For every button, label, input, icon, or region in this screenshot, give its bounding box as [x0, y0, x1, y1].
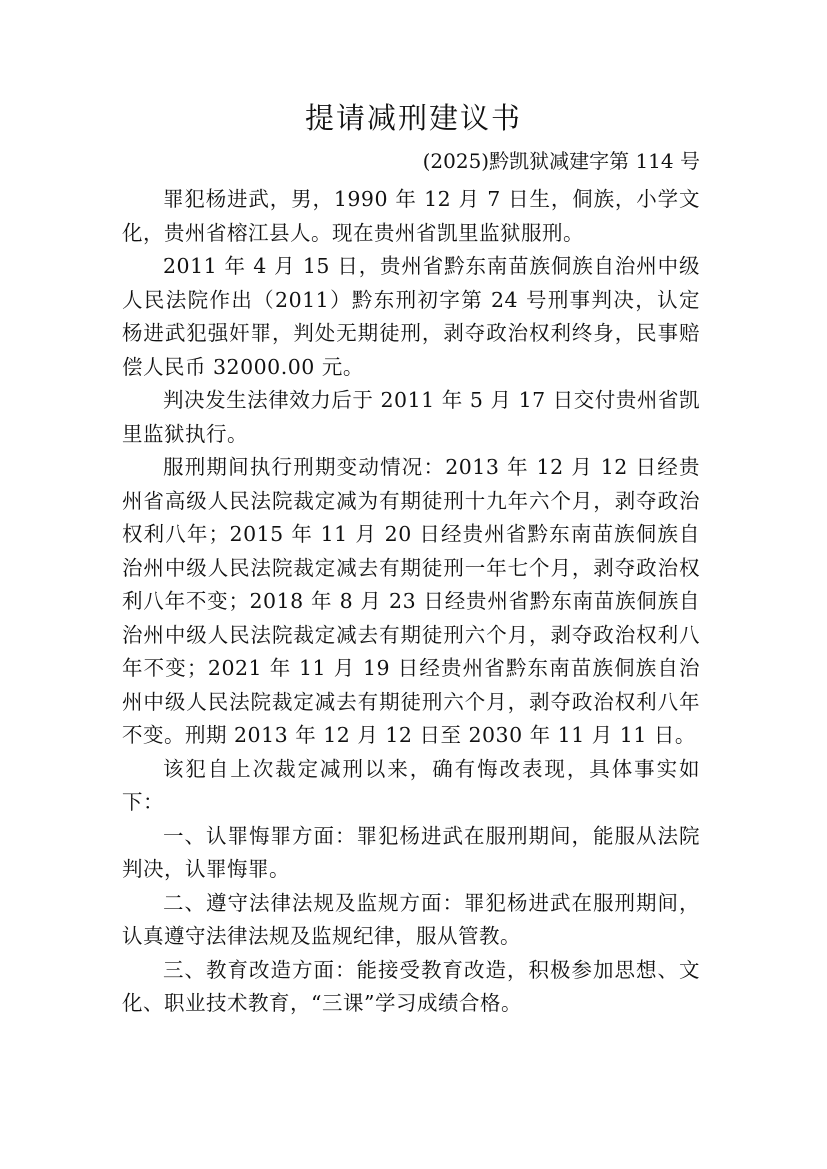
paragraph-execution: 判决发生法律效力后于 2011 年 5 月 17 日交付贵州省凯里监狱执行。	[122, 388, 700, 446]
paragraph-original-judgment: 2011 年 4 月 15 日，贵州省黔东南苗族侗族自治州中级人民法院作出（2011）黔东刑初字第 24 号刑事判决，认定杨进武犯强奸罪，判处无期徒刑，剥夺政治权利终身，民事赔偿人民币 32000.00 元。	[122, 254, 700, 379]
paragraph-sentence-changes: 服刑期间执行刑期变动情况：2013 年 12 月 12 日经贵州省高级人民法院裁定减为有期徒刑十九年六个月，剥夺政治权利八年；2015 年 11 月 20 日经贵州省黔东南苗族侗族自治州中级人民法院裁定减去有期徒刑一年七个月，剥夺政治权利八年不变；2018 年 8 月 23 日经贵州省黔东南苗族侗族自治州中级人民法院裁定减去有期徒刑六个月，剥夺政治权利八年不变；2021 年 11 月 19 日经贵州省黔东南苗族侗族自治州中级人民法院裁定减去有期徒刑六个月，剥夺政治权利八年不变。刑期 2013 年 12 月 12 日至 2030 年 11 月 11 日。	[122, 455, 700, 747]
paragraph-point-three: 三、教育改造方面：能接受教育改造，积极参加思想、文化、职业技术教育，“三课”学习成绩合格。	[122, 957, 700, 1015]
document-title: 提请减刑建议书	[304, 101, 522, 135]
document-number: (2025)黔凯狱减建字第 114 号	[422, 149, 700, 173]
paragraph-remorse-intro: 该犯自上次裁定减刑以来，确有悔改表现，具体事实如下：	[122, 756, 700, 814]
paragraph-point-one: 一、认罪悔罪方面：罪犯杨进武在服刑期间，能服从法院判决，认罪悔罪。	[122, 823, 700, 881]
paragraph-basic-info: 罪犯杨进武，男，1990 年 12 月 7 日生，侗族，小学文化，贵州省榕江县人。现在贵州省凯里监狱服刑。	[122, 187, 700, 245]
paragraph-point-two: 二、遵守法律法规及监规方面：罪犯杨进武在服刑期间，认真遵守法律法规及监规纪律，服从管教。	[122, 890, 700, 948]
document-body	[122, 183, 700, 1021]
